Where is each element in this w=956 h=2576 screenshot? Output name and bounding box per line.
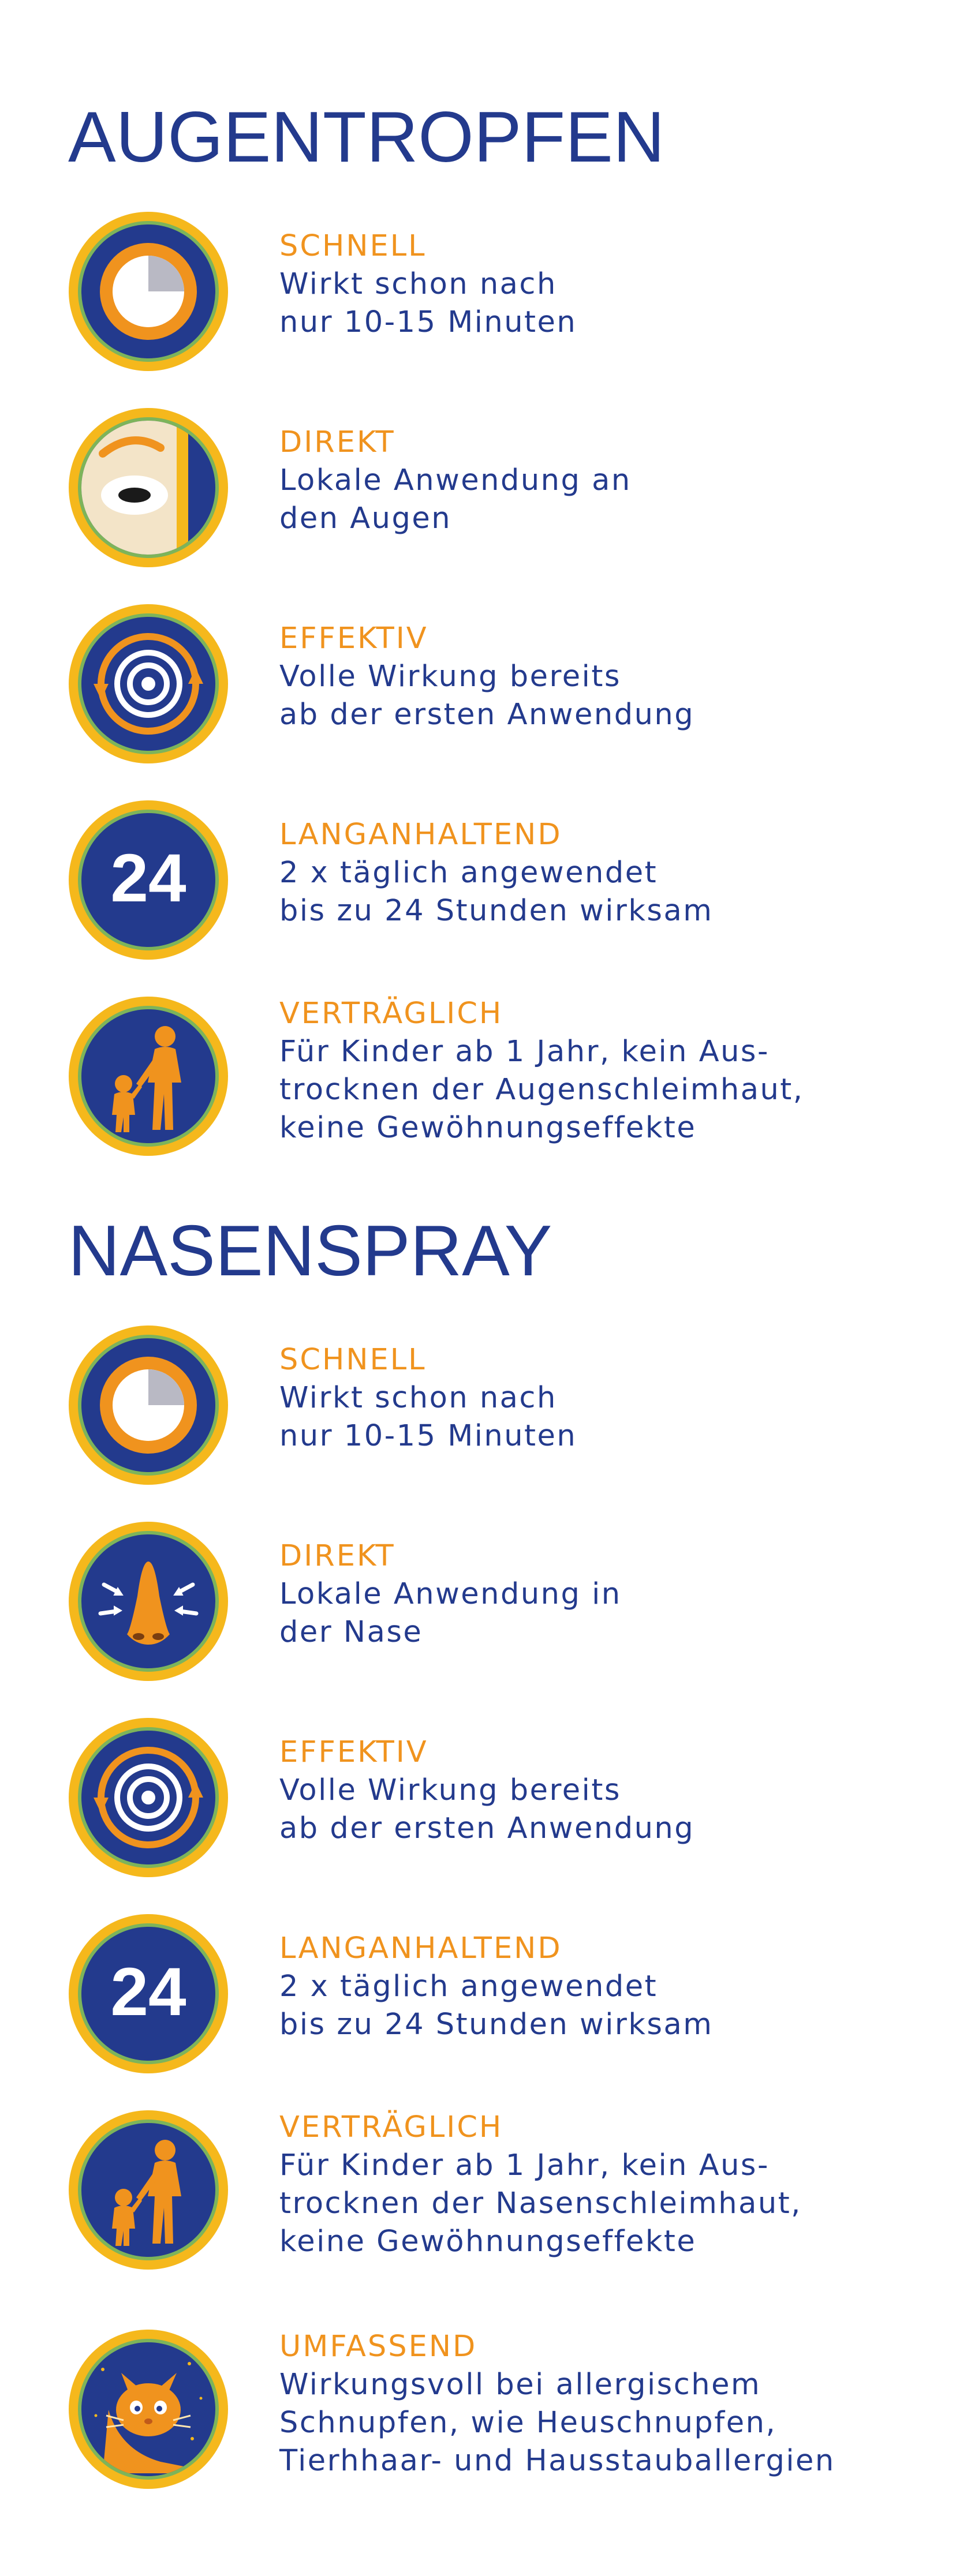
feature-title: DIREKT (279, 425, 395, 459)
feature-text-line: 2 x täglich angewendet (279, 1970, 658, 2004)
feature-title: LANGANHALTEND (279, 1931, 562, 1965)
feature-title: SCHNELL (279, 1343, 427, 1377)
feature-text-line: Für Kinder ab 1 Jahr, kein Aus- (279, 1035, 770, 1069)
feature-title: VERTRÄGLICH (279, 2110, 503, 2144)
feature-title: DIREKT (279, 1539, 395, 1573)
feature-text-line: Schnupfen, wie Heuschnupfen, (279, 2406, 777, 2440)
feature-text-line: Wirkt schon nach (279, 1381, 557, 1415)
feature-text-line: Volle Wirkung bereits (279, 660, 621, 694)
24-hours-icon (68, 1914, 229, 2074)
section-title-nasenspray: NASENSPRAY (68, 1211, 552, 1291)
feature-text-line: ab der ersten Anwendung (279, 698, 695, 732)
clock-icon (68, 1325, 229, 1485)
feature-title: UMFASSEND (279, 2330, 477, 2364)
nose-icon (68, 1521, 229, 1682)
feature-text-line: der Nase (279, 1615, 423, 1649)
feature-text-line: bis zu 24 Stunden wirksam (279, 894, 714, 928)
feature-text-line: bis zu 24 Stunden wirksam (279, 2008, 714, 2042)
target-icon (68, 604, 229, 764)
feature-text-line: Wirkungsvoll bei allergischem (279, 2368, 761, 2402)
feature-text-line: nur 10-15 Minuten (279, 305, 577, 339)
target-icon (68, 1717, 229, 1878)
eye-icon (68, 407, 229, 568)
feature-text-line: Volle Wirkung bereits (279, 1773, 621, 1807)
feature-text-line: trocknen der Nasenschleimhaut, (279, 2186, 802, 2221)
feature-title: EFFEKTIV (279, 1735, 428, 1769)
mother-child-icon (68, 2110, 229, 2270)
feature-text-line: Lokale Anwendung in (279, 1577, 622, 1611)
section-title-augentropfen: AUGENTROPFEN (68, 98, 665, 177)
feature-title: VERTRÄGLICH (279, 997, 503, 1031)
mother-child-icon (68, 996, 229, 1156)
feature-text-line: Für Kinder ab 1 Jahr, kein Aus- (279, 2148, 770, 2182)
24-hours-icon-text: 24 (110, 840, 186, 916)
feature-text-line: den Augen (279, 501, 452, 536)
feature-text-line: Wirkt schon nach (279, 267, 557, 301)
feature-text-line: keine Gewöhnungseffekte (279, 1111, 697, 1145)
feature-text-line: Tierhhaar- und Hausstauballergien (279, 2444, 835, 2478)
feature-text-line: nur 10-15 Minuten (279, 1419, 577, 1453)
feature-text-line: Lokale Anwendung an (279, 463, 632, 497)
feature-title: EFFEKTIV (279, 621, 428, 656)
feature-text-line: trocknen der Augenschleimhaut, (279, 1073, 804, 1107)
feature-text-line: 2 x täglich angewendet (279, 856, 658, 890)
feature-title: SCHNELL (279, 229, 427, 263)
24-hours-icon (68, 800, 229, 960)
feature-title: LANGANHALTEND (279, 818, 562, 852)
feature-text-line: keine Gewöhnungseffekte (279, 2225, 697, 2259)
24-hours-icon-text: 24 (110, 1954, 186, 2030)
feature-text-line: ab der ersten Anwendung (279, 1811, 695, 1845)
clock-icon (68, 211, 229, 372)
cat-icon (68, 2329, 229, 2489)
